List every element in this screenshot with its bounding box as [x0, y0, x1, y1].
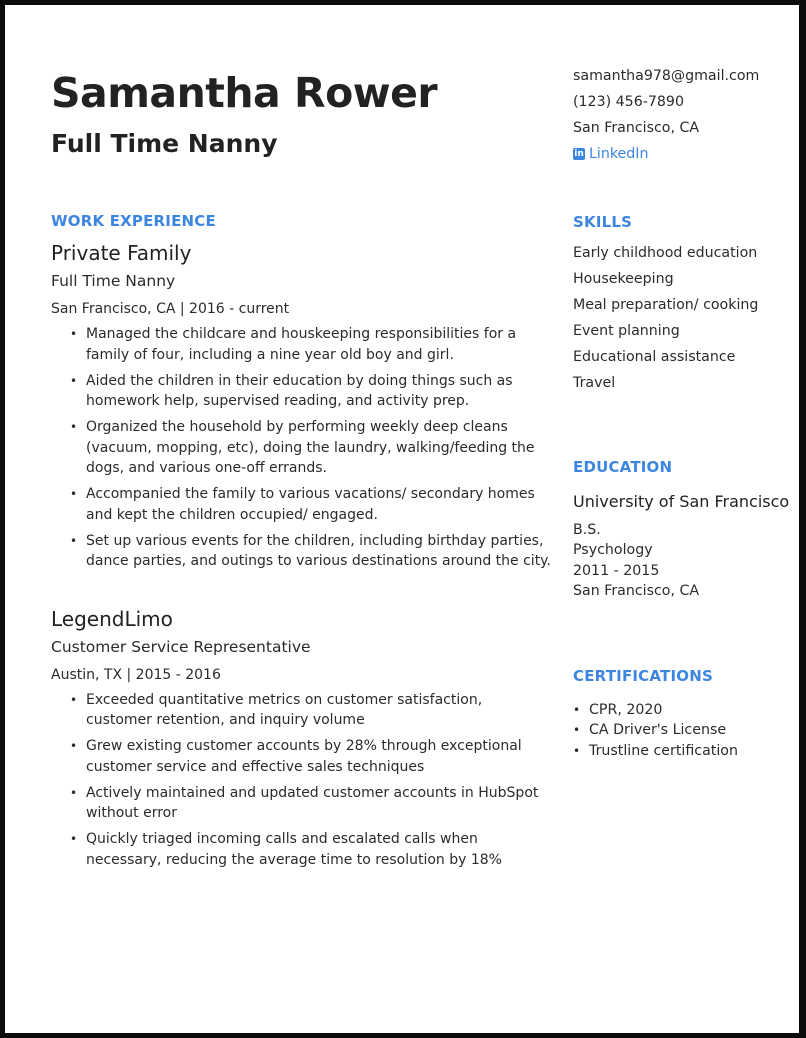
certifications-heading: CERTIFICATIONS	[573, 666, 713, 685]
work-experience-heading: WORK EXPERIENCE	[51, 212, 216, 230]
list-item: • Organized the household by performing weekly deep cleans (vacuum, mopping, etc), doing the laundry, walking/feeding the dogs, and various one-off errands.	[70, 419, 535, 476]
list-item: • Quickly triaged incoming calls and escalated calls when necessary, reducing the average time to resolution by 18%	[70, 831, 502, 868]
certifications-list	[573, 700, 793, 762]
bullet-icon: •	[70, 692, 78, 707]
list-item: • Exceeded quantitative metrics on customer satisfaction, customer retention, and inquiry volume	[70, 691, 483, 728]
job-entry	[51, 240, 551, 572]
skill-item: Travel	[573, 375, 616, 391]
skill-item: Meal preparation/ cooking	[573, 297, 759, 313]
list-item: • Aided the children in their education by doing things such as homework help, supervised reading, and activity prep.	[70, 372, 513, 409]
education-heading: EDUCATION	[573, 458, 673, 476]
bullet-icon: •	[70, 373, 78, 388]
bullet-icon: •	[573, 702, 581, 717]
education-location: San Francisco, CA	[573, 583, 700, 599]
list-item: • Grew existing customer accounts by 28% through exceptional customer service and effective sales techniques	[70, 738, 522, 775]
contact-block	[573, 63, 793, 167]
job-title: Customer Service Representative	[51, 637, 311, 656]
job-bullets	[51, 324, 551, 572]
list-item: • Managed the childcare and houskeeping responsibilities for a family of four, including a nine year old boy and girl.	[70, 326, 517, 363]
left-column	[51, 67, 551, 876]
major: Psychology	[573, 542, 653, 558]
skills-heading: SKILLS	[573, 213, 633, 231]
job-meta: Austin, TX | 2015 - 2016	[51, 666, 221, 683]
email-link[interactable]: samantha978@gmail.com	[573, 68, 760, 84]
list-item: • CA Driver's License	[573, 720, 793, 741]
candidate-title: Full Time Nanny	[51, 129, 278, 158]
bullet-icon: •	[573, 723, 581, 737]
bullet-icon: •	[70, 785, 78, 800]
linkedin-icon: in	[574, 149, 584, 159]
right-column	[573, 63, 793, 761]
job-meta: San Francisco, CA | 2016 - current	[51, 301, 290, 317]
linkedin-link[interactable]	[573, 141, 793, 167]
list-item: • Trustline certification	[573, 741, 793, 762]
skill-item: Early childhood education	[573, 245, 758, 261]
list-item: • Accompanied the family to various vacations/ secondary homes and kept the children occupied/ engaged.	[70, 486, 535, 523]
bullet-icon: •	[70, 739, 78, 753]
list-item: • Set up various events for the children, including birthday parties, dance parties, and outings to various destinations around the city.	[70, 532, 551, 569]
job-title: Full Time Nanny	[51, 272, 176, 290]
job-entry	[51, 606, 551, 871]
job-company: Private Family	[51, 241, 192, 265]
bullet-icon: •	[70, 327, 78, 341]
contact-location: San Francisco, CA	[573, 120, 700, 136]
list-item: • CPR, 2020	[573, 700, 793, 721]
skill-item: Housekeeping	[573, 271, 674, 287]
linkedin-label: LinkedIn	[589, 146, 649, 162]
phone-number: (123) 456-7890	[573, 94, 684, 110]
skills-list	[573, 240, 793, 396]
education-block	[573, 491, 793, 602]
bullet-icon: •	[573, 743, 581, 758]
candidate-name: Samantha Rower	[51, 69, 438, 117]
bullet-icon: •	[70, 533, 78, 548]
bullet-icon: •	[70, 420, 78, 434]
job-bullets	[51, 690, 551, 871]
list-item: • Actively maintained and updated customer accounts in HubSpot without error	[70, 784, 539, 821]
bullet-icon: •	[70, 487, 78, 501]
job-company: LegendLimo	[51, 606, 173, 631]
education-years: 2011 - 2015	[573, 562, 660, 579]
skill-item: Event planning	[573, 323, 680, 339]
bullet-icon: •	[70, 832, 78, 846]
skill-item: Educational assistance	[573, 349, 736, 365]
school-name: University of San Francisco	[573, 492, 790, 511]
degree: B.S.	[573, 521, 601, 538]
